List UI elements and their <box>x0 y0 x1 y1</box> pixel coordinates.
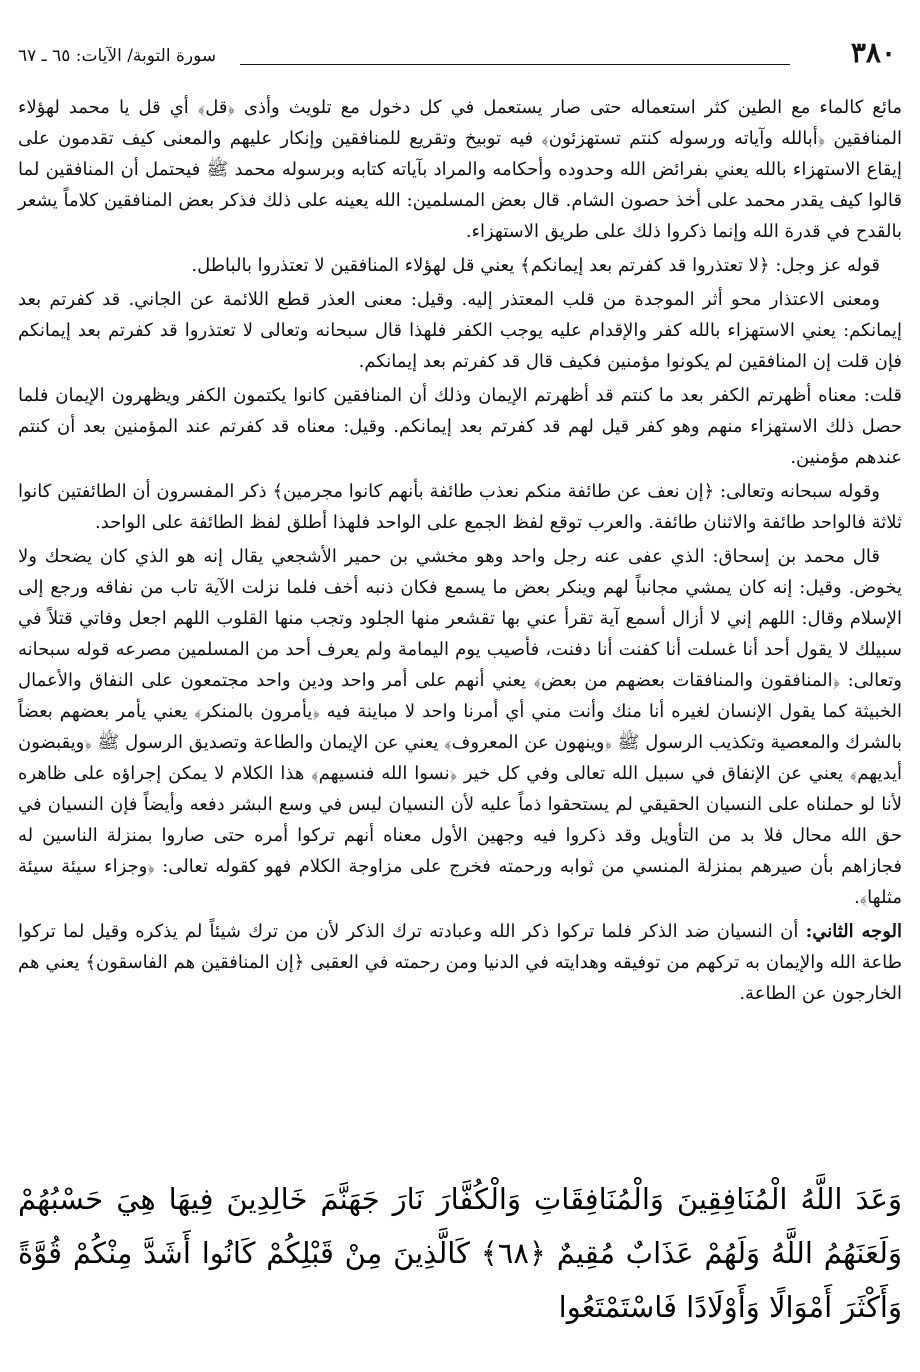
paragraph-text: قلت: معناه أظهرتم الكفر بعد ما كنتم قد أظهرتم الإيمان وذلك أن المنافقين كانوا يكتمون الكفر ويظهرون الإيمان فلما حصل ذلك الاستهزاء منهم وهو كفر قيل لهم قد كفرتم بعد إيمانكم. وقيل: معناه قد كفرتم عند المؤمنين بعد أن كنتم عندهم مؤمنين. <box>18 385 902 468</box>
quran-verse: وَعَدَ اللَّهُ الْمُنَافِقِينَ وَالْمُنَافِقَاتِ وَالْكُفَّارَ نَارَ جَهَنَّمَ خَالِدِينَ فِيهَا هِيَ حَسْبُهُمْ وَلَعَنَهُمُ اللَّهُ وَلَهُمْ عَذَابٌ مُقِيمٌ ﴿٦٨﴾ كَالَّذِينَ مِنْ قَبْلِكُمْ كَانُوا أَشَدَّ مِنْكُمْ قُوَّةً وَأَكْثَرَ أَمْوَالًا وَأَوْلَادًا فَاسْتَمْتَعُوا <box>18 1182 902 1324</box>
commentary-text <box>18 92 902 1012</box>
book-page <box>18 0 902 1372</box>
paragraph <box>18 250 902 281</box>
header-rule <box>240 64 790 65</box>
paragraph <box>18 284 902 377</box>
paragraph-text: قوله عز وجل: ﴿لا تعتذروا قد كفرتم بعد إيمانكم﴾ يعني قل لهؤلاء المنافقين لا تعتذروا بالباطل. <box>191 255 880 276</box>
paragraph-text: وقوله سبحانه وتعالى: ﴿إن نعف عن طائفة منكم نعذب طائفة بأنهم كانوا مجرمين﴾ ذكر المفسرون أن الطائفتين كانوا ثلاثة فالواحد طائفة والاثنان طائفة. والعرب توقع لفظ الجمع على الواحد فلهذا أطلق لفظ الطائفة على الواحد. <box>18 481 902 533</box>
paragraph-lead: الوجه الثاني: <box>805 921 903 942</box>
paragraph <box>18 916 902 1009</box>
paragraph-text: مائع كالماء مع الطين كثر استعماله حتى صار يستعمل في كل دخول مع تلويث وأذى ﴿قل﴾ أي قل يا محمد لهؤلاء المنافقين ﴿أبالله وآياته ورسوله كنتم تستهزئون﴾ فيه توبيخ وتقريع للمنافقين وإنكار عليهم والمعنى كيف تقدمون على إيقاع الاستهزاء بالله يعني بفرائض الله وحدوده وأحكامه والمراد بآياته كتابه وبرسوله محمد ﷺ فيحتمل أن المنافقين لما قالوا كيف يقدر محمد على أخذ حصون الشام. قال بعض المسلمين: الله يعينه على ذلك فذكر بعض المنافقين كلاماً يشعر بالقدح في قدرة الله وإنما ذكروا ذلك على طريق الاستهزاء. <box>18 97 902 242</box>
paragraph-text: أن النسيان ضد الذكر فلما تركوا ذكر الله وعبادته ترك الذكر لأن من ترك شيئاً لم يذكره وقيل لما تركوا طاعة الله والإيمان به تركهم من توفيقه وهدايته في الدنيا ومن رحمته في العقبى ﴿إن المنافقين هم الفاسقون﴾ يعني هم الخارجون عن الطاعة. <box>18 921 902 1004</box>
page-header <box>18 34 902 74</box>
paragraph-text: ومعنى الاعتذار محو أثر الموجدة من قلب المعتذر إليه. وقيل: معنى العذر قطع اللائمة عن الجاني. قد كفرتم بعد إيمانكم: يعني الاستهزاء بالله كفر والإقدام عليه يوجب الكفر فلهذا قال سبحانه وتعالى لا تعتذروا قد كفرتم بعد إيمانكم فإن قلت إن المنافقين لم يكونوا مؤمنين فكيف قال قد كفرتم بعد إيمانكم. <box>18 289 902 372</box>
chapter-title: سورة التوبة/ الآيات: ٦٥ ـ ٦٧ <box>18 46 217 66</box>
paragraph <box>18 380 902 473</box>
paragraph <box>18 541 902 913</box>
page-number: ٣٨٠ <box>850 36 896 69</box>
paragraph <box>18 92 902 247</box>
paragraph-text: قال محمد بن إسحاق: الذي عفى عنه رجل واحد وهو مخشي بن حمير الأشجعي يقال إنه هو الذي كان يضحك ولا يخوض. وقيل: إنه كان يمشي مجانباً لهم وينكر بعض ما يسمع فكان ذنبه أخف فلما نزلت الآية تاب من نفاقه ورجع إلى الإسلام وقال: اللهم إني لا أزال أسمع آية تقرأ عني بها تقشعر منها الجلود وتجب منها القلوب اللهم اجعل وفاتي قتلاً في سبيلك لا يقول أحد أنا غسلت أنا كفنت أنا دفنت، فأصيب يوم اليمامة ولم يعرف أحد من المسلمين مصرعه قوله سبحانه وتعالى: ﴿المنافقون والمنافقات بعضهم من بعض﴾ يعني أنهم على أمر واحد ودين واحد مجتمعون على النفاق والأعمال الخبيثة كما يقول الإنسان لغيره أنا منك وأنت مني أي أمرنا واحد لا مباينة فيه ﴿يأمرون بالمنكر﴾ يعني يأمر بعضهم بعضاً بالشرك والمعصية وتكذيب الرسول ﷺ ﴿وينهون عن المعروف﴾ يعني عن الإيمان والطاعة وتصديق الرسول ﷺ ﴿ويقبضون أيديهم﴾ يعني عن الإنفاق في سبيل الله تعالى وفي كل خير ﴿نسوا الله فنسيهم﴾ هذا الكلام لا يمكن إجراؤه على ظاهره لأنا لو حملناه على النسيان الحقيقي لم يستحقوا ذماً عليه لأن النسيان ليس في وسع البشر دفعه وأيضاً فإن النسيان في حق الله محال فلا بد من التأويل وقد ذكروا فيه وجهين الأول معناه أنهم تركوا أمره حتى صاروا بمنزلة الناسين له فجازاهم بأن صيرهم بمنزلة المنسي من ثوابه ورحمته فخرج على مزاوجة الكلام فهو كقوله تعالى: ﴿وجزاء سيئة سيئة مثلها﴾. <box>18 546 902 908</box>
paragraph <box>18 476 902 538</box>
